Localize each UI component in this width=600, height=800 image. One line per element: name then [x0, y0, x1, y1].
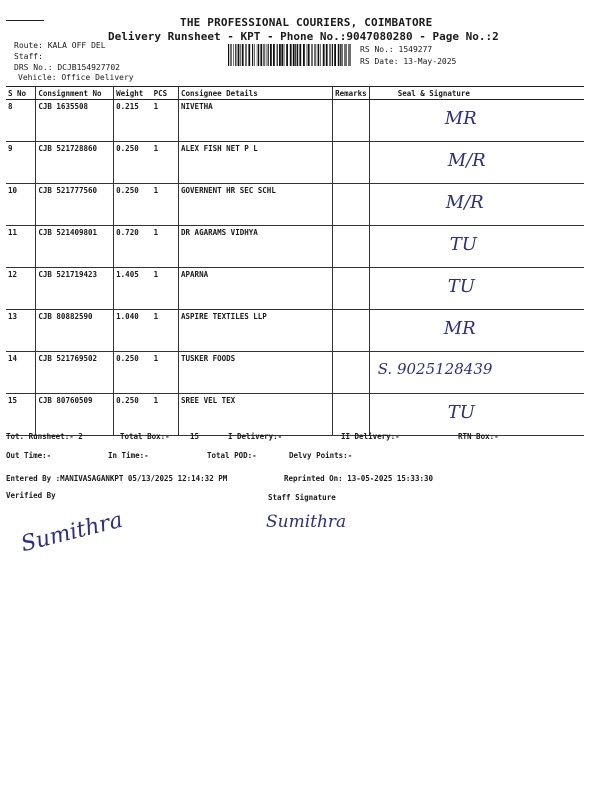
cell-weight: 0.250 — [114, 184, 152, 226]
barcode-bar — [297, 44, 298, 66]
vehicle-label: Vehicle: Office Delivery — [18, 73, 134, 82]
table-row — [6, 226, 584, 268]
barcode-bar — [346, 44, 347, 66]
drs-number — [14, 63, 120, 72]
cell-consignment-no: CJB 521777560 — [36, 184, 114, 226]
cell-sno: 13 — [6, 310, 36, 352]
barcode-bar — [332, 44, 333, 66]
cell-weight: 1.040 — [114, 310, 152, 352]
barcode-bar — [240, 44, 241, 66]
barcode-bar — [260, 44, 262, 66]
cell-consignee: NIVETHA — [179, 100, 333, 142]
table-row — [6, 310, 584, 352]
drs-label: DRS No.: — [14, 63, 53, 72]
cell-pcs: 1 — [152, 352, 179, 394]
rs-date: RS Date: 13-May-2025 — [360, 57, 457, 66]
barcode-bar — [252, 44, 253, 66]
barcode-bar — [245, 44, 246, 66]
cell-signature — [369, 184, 584, 226]
table-row — [6, 352, 584, 394]
col-header-remarks: Remarks — [333, 87, 370, 100]
cell-consignment-no: CJB 521409801 — [36, 226, 114, 268]
barcode-bar — [235, 44, 236, 66]
cell-consignment-no: CJB 80882590 — [36, 310, 114, 352]
cell-remarks — [333, 226, 370, 268]
cell-sno: 15 — [6, 394, 36, 436]
barcode-bar — [314, 44, 315, 66]
barcode-bar — [317, 44, 318, 66]
cell-remarks — [333, 184, 370, 226]
barcode-bar — [320, 44, 321, 66]
table-row — [6, 142, 584, 184]
barcode-bar — [263, 44, 264, 66]
total-box-label: Total Box:- — [120, 432, 170, 441]
rs-number: RS No.: 1549277 — [360, 45, 433, 54]
cell-remarks — [333, 142, 370, 184]
barcode-bar — [329, 44, 330, 66]
barcode-bar — [279, 44, 281, 66]
barcode-image — [228, 44, 354, 66]
barcode-bar — [230, 44, 231, 66]
cell-remarks — [333, 310, 370, 352]
barcode-bar — [273, 44, 275, 66]
cell-weight: 0.720 — [114, 226, 152, 268]
total-runsheet: Tot. Runsheet:- 2 — [6, 432, 83, 441]
reprinted-on: Reprinted On: 13-05-2025 15:33:30 — [284, 474, 434, 483]
cell-weight: 1.405 — [114, 268, 152, 310]
cell-sno: 10 — [6, 184, 36, 226]
cell-pcs: 1 — [152, 310, 179, 352]
cell-remarks — [333, 268, 370, 310]
barcode-bar — [258, 44, 259, 66]
barcode-bar — [307, 44, 308, 66]
consignee-signature: TU — [447, 402, 475, 423]
cell-remarks — [333, 100, 370, 142]
cell-signature — [369, 352, 584, 394]
barcode-bar — [286, 44, 288, 66]
barcode-bar — [268, 44, 269, 66]
cell-signature — [369, 226, 584, 268]
barcode-bar — [344, 44, 345, 66]
cell-signature — [369, 142, 584, 184]
cell-pcs: 1 — [152, 100, 179, 142]
consignee-signature: MR — [444, 108, 477, 129]
barcode-bar — [334, 44, 336, 66]
cell-consignee: SREE VEL TEX — [179, 394, 333, 436]
cell-pcs: 1 — [152, 268, 179, 310]
cell-consignee: GOVERNENT HR SEC SCHL — [179, 184, 333, 226]
cell-consignment-no: CJB 80760509 — [36, 394, 114, 436]
barcode-bar — [290, 44, 292, 66]
cell-remarks — [333, 352, 370, 394]
barcode-bar — [228, 44, 229, 66]
col-header-consignment: Consignment No — [36, 87, 114, 100]
entered-by: Entered By :MANIVASAGANKPT 05/13/2025 12:14:32 PM — [6, 474, 228, 483]
cell-consignee: TUSKER FOODS — [179, 352, 333, 394]
staff-signature: Sumithra — [266, 512, 347, 532]
cell-consignment-no: CJB 521719423 — [36, 268, 114, 310]
cell-pcs: 1 — [152, 394, 179, 436]
consignee-signature: MR — [443, 318, 476, 339]
cell-weight: 0.250 — [114, 394, 152, 436]
cell-signature — [369, 100, 584, 142]
cell-pcs: 1 — [152, 184, 179, 226]
cell-sno: 14 — [6, 352, 36, 394]
barcode-bar — [293, 44, 295, 66]
barcode-bar — [248, 44, 250, 66]
barcode-bar — [254, 44, 255, 66]
barcode-bar — [270, 44, 272, 66]
cell-consignee: DR AGARAMS VIDHYA — [179, 226, 333, 268]
cell-sno: 9 — [6, 142, 36, 184]
rtn-box: RTN Box:- — [458, 432, 499, 441]
barcode-bar — [257, 44, 258, 66]
barcode-bar — [348, 44, 349, 66]
barcode-bar — [233, 44, 234, 66]
table-row — [6, 268, 584, 310]
barcode-bar — [284, 44, 285, 66]
i-delivery: I Delivery:- — [228, 432, 283, 441]
cell-consignment-no: CJB 521728860 — [36, 142, 114, 184]
cell-signature — [369, 394, 584, 436]
cell-sno: 12 — [6, 268, 36, 310]
staff-signature-label: Staff Signature — [268, 493, 336, 502]
runsheet-table — [6, 86, 584, 436]
cell-consignee: APARNA — [179, 268, 333, 310]
cell-signature — [369, 310, 584, 352]
barcode-bar — [299, 44, 301, 66]
barcode-bar — [238, 44, 240, 66]
barcode-bar — [349, 44, 350, 66]
total-pod: Total POD:- — [207, 451, 257, 460]
cell-signature — [369, 268, 584, 310]
page-subtitle: Delivery Runsheet - KPT - Phone No.:9047080280 - Page No.:2 — [108, 30, 499, 43]
delvy-points: Delvy Points:- — [289, 451, 353, 460]
cell-pcs: 1 — [152, 142, 179, 184]
page-title: THE PROFESSIONAL COURIERS, COIMBATORE — [180, 16, 433, 29]
col-header-consignee: Consignee Details — [179, 87, 333, 100]
barcode-bar — [277, 44, 278, 66]
col-header-pcs: PCS — [152, 87, 179, 100]
barcode-bar — [308, 44, 310, 66]
barcode-bar — [311, 44, 312, 66]
cell-weight: 0.250 — [114, 142, 152, 184]
cell-weight: 0.250 — [114, 352, 152, 394]
verified-by-label: Verified By — [6, 491, 56, 500]
staff-label: Staff: — [14, 52, 43, 61]
cell-weight: 0.215 — [114, 100, 152, 142]
total-box-value: 15 — [190, 432, 200, 441]
cell-consignee: ALEX FISH NET P L — [179, 142, 333, 184]
barcode-bar — [350, 44, 351, 66]
route-label: Route: KALA OFF DEL — [14, 41, 106, 50]
col-header-signature: Seal & Signature — [369, 87, 584, 100]
consignee-signature: M/R — [447, 150, 486, 171]
barcode-bar — [341, 44, 342, 66]
consignee-signature: TU — [447, 276, 475, 297]
barcode-bar — [326, 44, 328, 66]
ii-delivery: II Delivery:- — [341, 432, 400, 441]
barcode-bar — [303, 44, 305, 66]
cell-consignee: ASPIRE TEXTILES LLP — [179, 310, 333, 352]
cell-pcs: 1 — [152, 226, 179, 268]
cell-consignment-no: CJB 521769502 — [36, 352, 114, 394]
consignee-signature: M/R — [445, 192, 484, 213]
header-rule — [6, 20, 44, 21]
in-time: In Time:- — [108, 451, 149, 460]
cell-sno: 8 — [6, 100, 36, 142]
barcode-bar — [281, 44, 283, 66]
barcode-bar — [242, 44, 244, 66]
barcode-bar — [338, 44, 339, 66]
barcode-bar — [295, 44, 296, 66]
barcode-bar — [340, 44, 341, 66]
verified-signature: Sumithra — [18, 507, 126, 558]
cell-sno: 11 — [6, 226, 36, 268]
col-header-weight: Weight — [114, 87, 152, 100]
cell-remarks — [333, 394, 370, 436]
out-time: Out Time:- — [6, 451, 52, 460]
barcode-bar — [323, 44, 325, 66]
cell-consignment-no: CJB 1635508 — [36, 100, 114, 142]
consignee-signature: TU — [449, 234, 477, 255]
consignee-signature: S. 9025128439 — [377, 360, 493, 378]
col-header-sno: S No — [6, 87, 36, 100]
table-row — [6, 184, 584, 226]
table-row — [6, 100, 584, 142]
barcode-bar — [318, 44, 319, 66]
table-row — [6, 394, 584, 436]
barcode-bar — [266, 44, 267, 66]
drs-value: DCJB154927702 — [57, 63, 120, 72]
table-header-row — [6, 87, 584, 100]
